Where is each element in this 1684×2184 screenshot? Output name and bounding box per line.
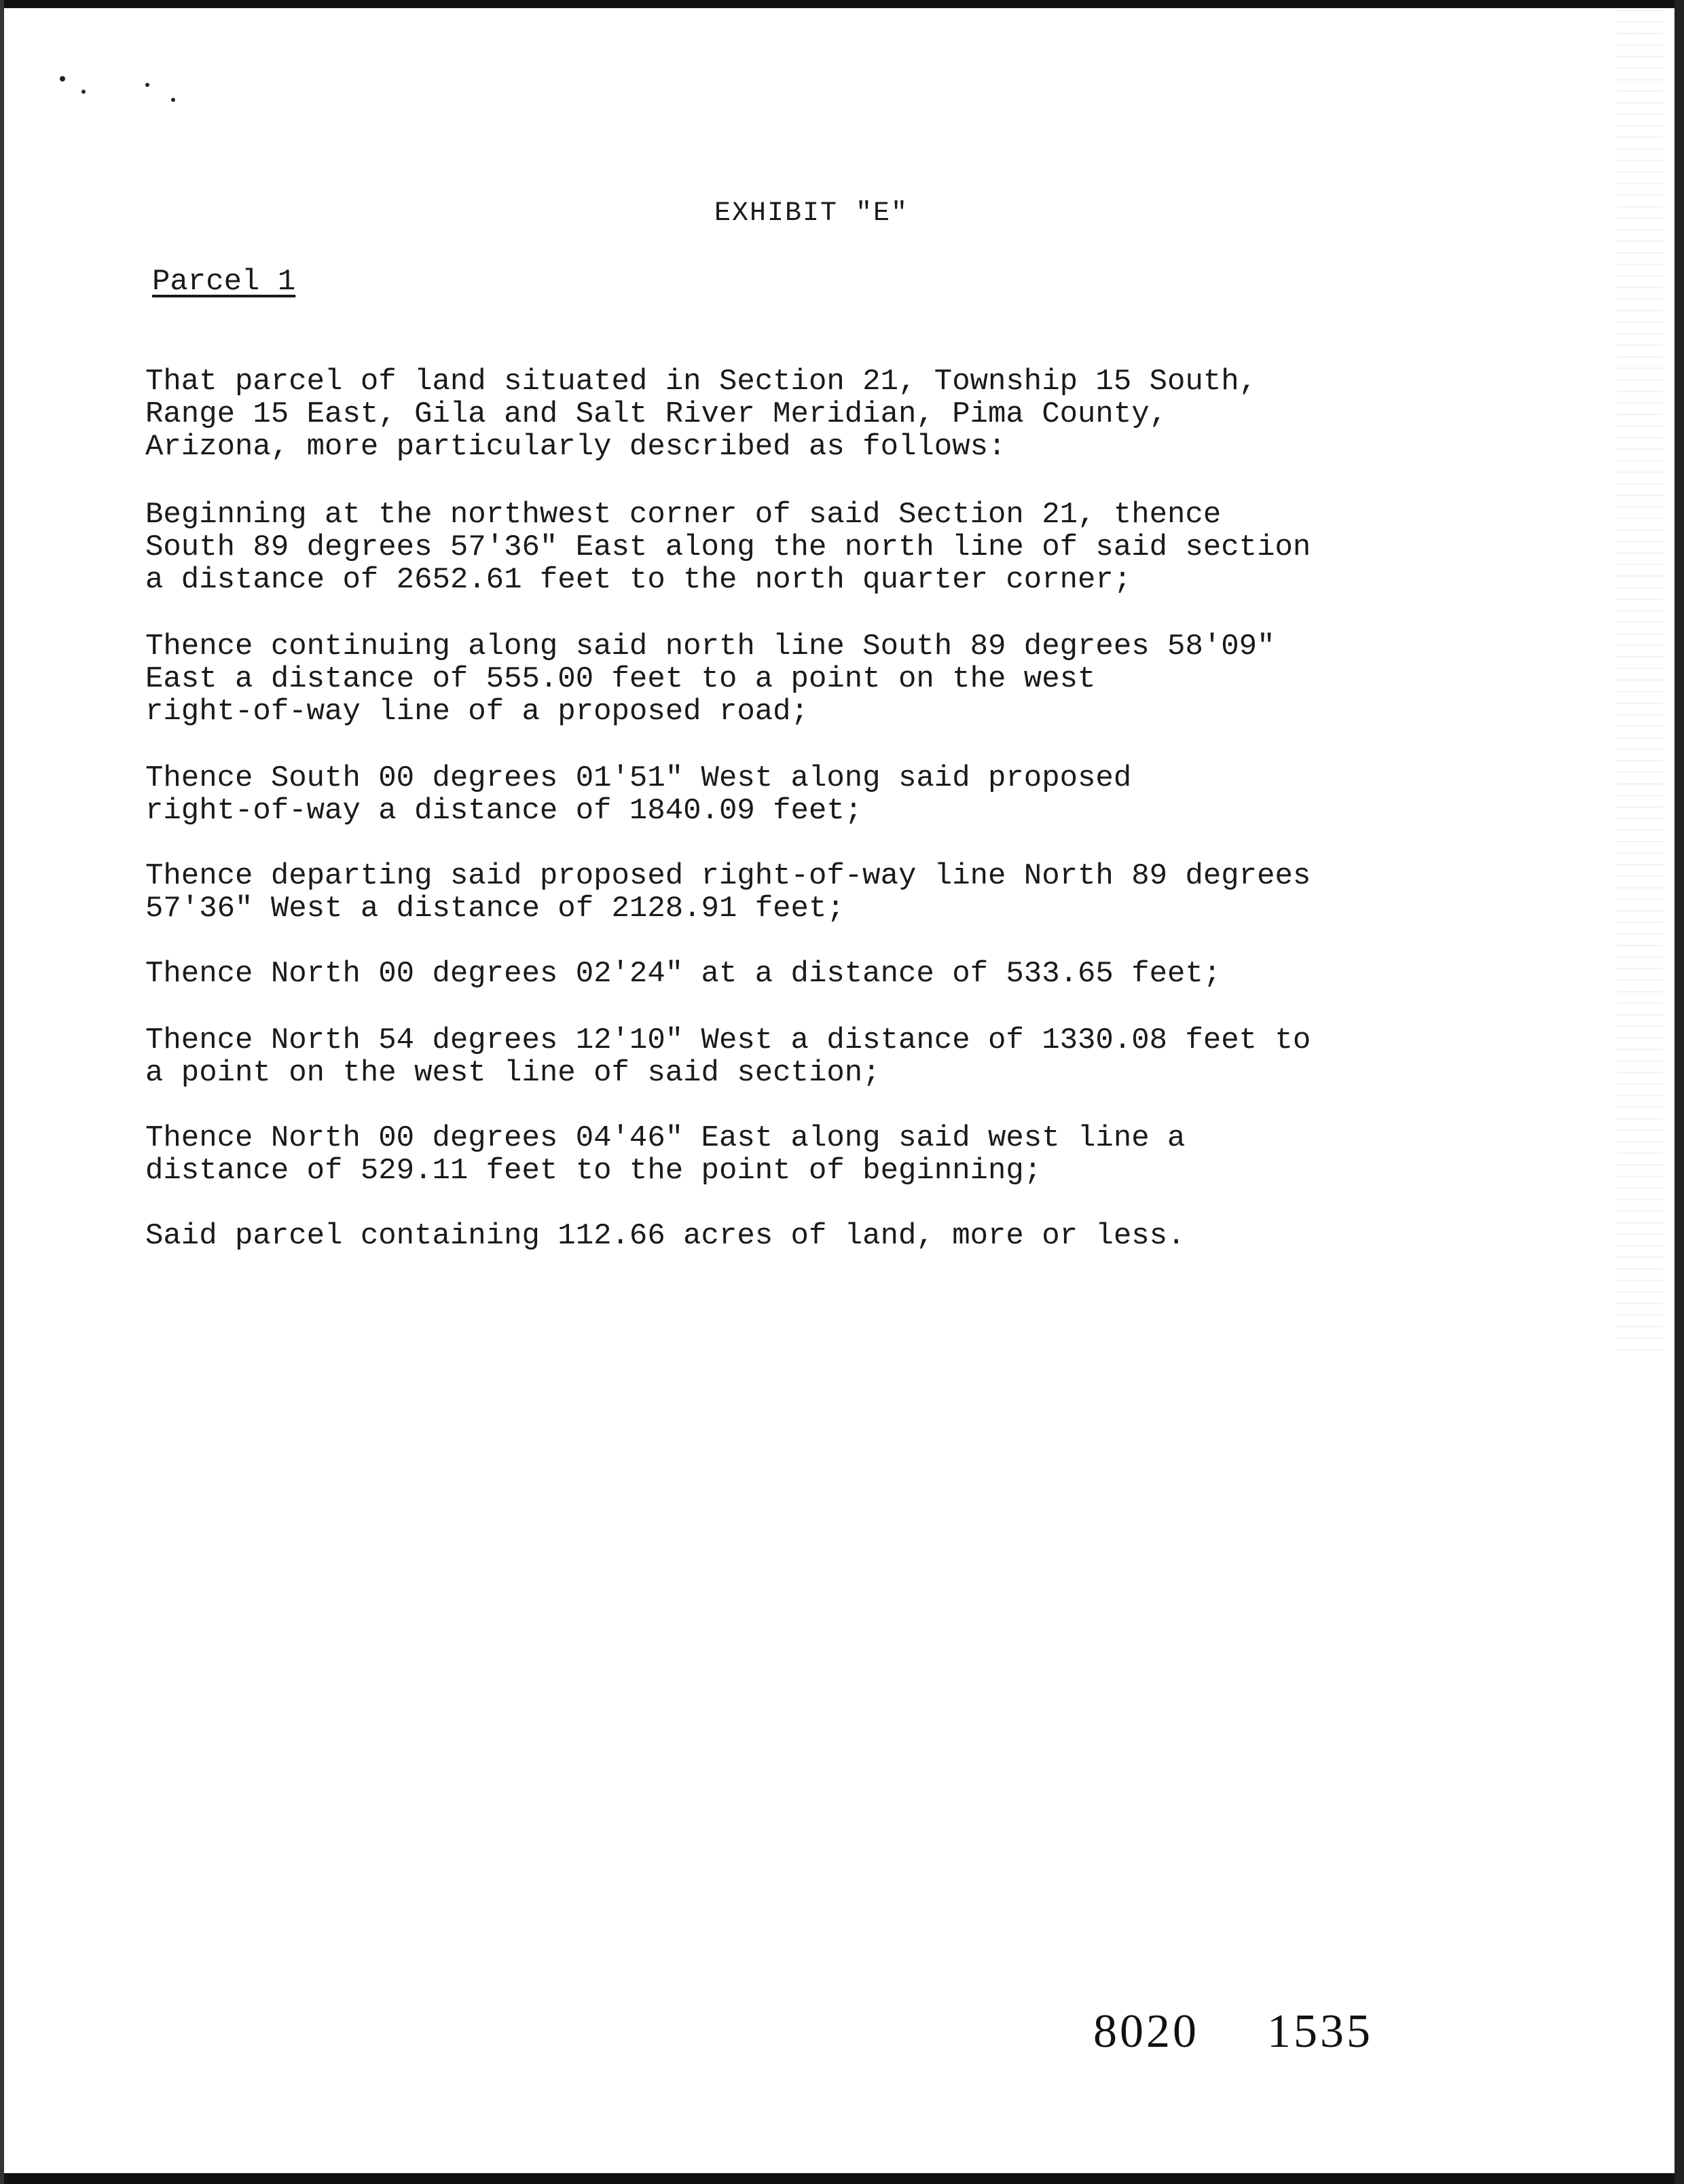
scan-speck — [60, 76, 65, 81]
legal-description-paragraph: Thence North 54 degrees 12'10" West a distance of 1330.08 feet to a point on the west line of said section; — [145, 1023, 1311, 1090]
parcel-heading: Parcel 1 — [152, 265, 296, 299]
legal-description-paragraph: Thence departing said proposed right-of-way line North 89 degrees 57'36" West a distance of 2128.91 feet; — [145, 859, 1311, 926]
document-page-number: 1535 — [1267, 2005, 1373, 2058]
legal-description-paragraph: That parcel of land situated in Section 21, Township 15 South, Range 15 East, Gila and Salt River Meridian, Pima County, Arizona, more particularly described as follows: — [145, 365, 1258, 464]
legal-description-paragraph: Beginning at the northwest corner of said Section 21, thence South 89 degrees 57'36" East along the north line of said section a distance of 2652.61 feet to the north quarter corner; — [145, 498, 1311, 597]
scan-speck — [145, 83, 149, 87]
scan-border-top — [0, 0, 1684, 8]
legal-description-paragraph: Said parcel containing 112.66 acres of land, more or less. — [145, 1219, 1186, 1253]
scan-border-right — [1674, 0, 1684, 2184]
legal-description-paragraph: Thence continuing along said north line South 89 degrees 58'09" East a distance of 555.00 feet to a point on the west right-of-way line of a proposed road; — [145, 630, 1275, 729]
document-title: EXHIBIT "E" — [714, 198, 909, 229]
scan-speck — [171, 98, 175, 102]
scan-border-left — [0, 0, 4, 2184]
legal-description-paragraph: Thence North 00 degrees 04'46" East along said west line a distance of 529.11 feet to the point of beginning; — [145, 1121, 1186, 1188]
scan-speck — [81, 90, 86, 94]
legal-description-paragraph: Thence South 00 degrees 01'51" West along said proposed right-of-way a distance of 1840.09 feet; — [145, 761, 1132, 828]
legal-description-paragraph: Thence North 00 degrees 02'24" at a distance of 533.65 feet; — [145, 957, 1222, 991]
document-reference-number: 8020 — [1093, 2005, 1199, 2058]
scan-border-bottom — [0, 2173, 1684, 2184]
